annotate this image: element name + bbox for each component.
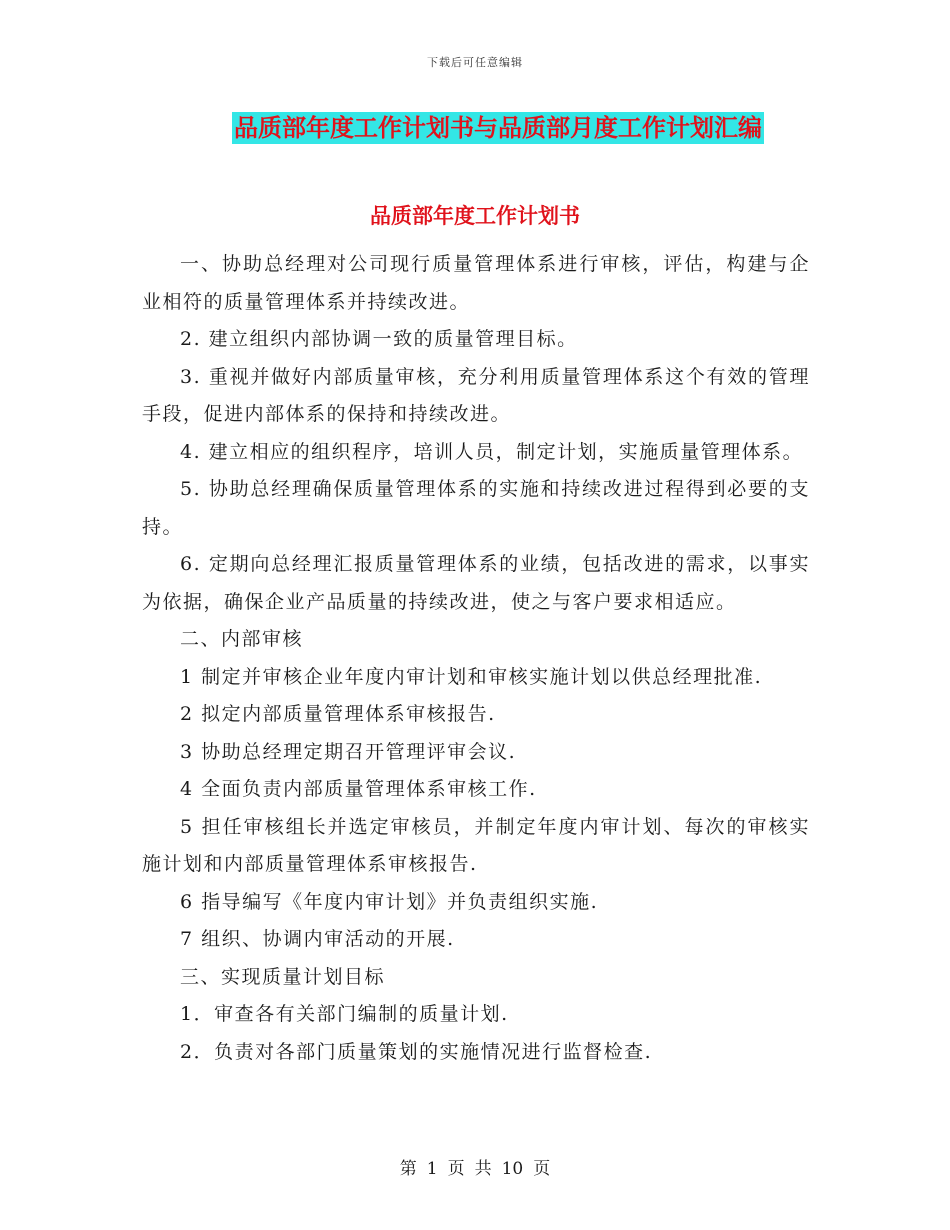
document-title: 品质部年度工作计划书与品质部月度工作计划汇编	[234, 114, 762, 142]
audit-item-6: 6 指导编写《年度内审计划》并负责组织实施.	[180, 890, 599, 913]
section-heading-internal-audit: 二、内部审核	[180, 628, 304, 650]
footer-page-word: 第	[399, 1159, 417, 1179]
paragraph-3: 3. 重视并做好内部质量审核，充分利用质量管理体系这个有效的管理手段，促进内部体系的保持和持续改进。	[142, 365, 810, 425]
footer-page-unit: 页	[447, 1159, 465, 1179]
paragraph-5: 5. 协助总经理确保质量管理体系的实施和持续改进过程得到必要的支持。	[142, 478, 810, 538]
audit-item-1: 1 制定并审核企业年度内审计划和审核实施计划以供总经理批准.	[180, 665, 763, 688]
section-title: 品质部年度工作计划书	[370, 204, 580, 228]
document-title-container	[0, 112, 950, 144]
section-heading-quality-goals: 三、实现质量计划目标	[180, 965, 386, 988]
goal-item-2: 2．负责对各部门质量策划的实施情况进行监督检查.	[180, 1040, 653, 1063]
audit-item-7: 7 组织、协调内审活动的开展.	[180, 928, 455, 950]
page-footer	[0, 1154, 950, 1179]
audit-item-3: 3 协助总经理定期召开管理评审会议.	[180, 740, 517, 763]
paragraph-4: 4. 建立相应的组织程序，培训人员，制定计划，实施质量管理体系。	[180, 440, 804, 463]
footer-total-word: 共	[474, 1159, 492, 1179]
footer-total-unit: 页	[533, 1159, 551, 1179]
paragraph-1: 一、协助总经理对公司现行质量管理体系进行审核，评估，构建与企业相符的质量管理体系并持续改进。	[142, 253, 810, 313]
footer-page-total: 10	[501, 1159, 524, 1179]
footer-page-current: 1	[426, 1159, 438, 1179]
audit-item-5: 5 担任审核组长并选定审核员，并制定年度内审计划、每次的审核实施计划和内部质量管理体系审核报告.	[142, 815, 810, 875]
goal-item-1: 1．审查各有关部门编制的质量计划.	[180, 1003, 509, 1025]
document-body	[142, 246, 810, 1071]
paragraph-2: 2. 建立组织内部协调一致的质量管理目标。	[180, 328, 578, 350]
header-note: 下载后可任意编辑	[427, 56, 523, 69]
audit-item-2: 2 拟定内部质量管理体系审核报告.	[180, 703, 496, 725]
paragraph-6: 6. 定期向总经理汇报质量管理体系的业绩，包括改进的需求，以事实为依据，确保企业产品质量的持续改进，使之与客户要求相适应。	[142, 553, 810, 613]
audit-item-4: 4 全面负责内部质量管理体系审核工作.	[180, 778, 537, 800]
